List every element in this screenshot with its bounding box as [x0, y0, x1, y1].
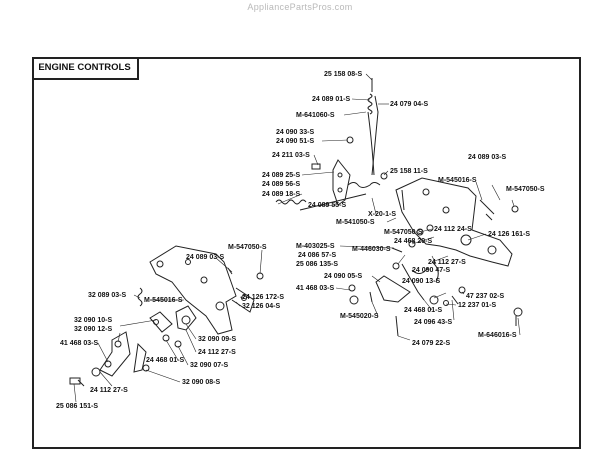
part-label: M-646016-S	[478, 332, 517, 339]
part-label: 24 112 27-S	[90, 387, 128, 394]
part-label: 24 468 20-S	[394, 238, 433, 245]
part-label: 32 126 04-S	[242, 303, 281, 310]
part-label: M-547050-S	[228, 244, 267, 251]
part-label: M-547050-S	[506, 186, 545, 193]
throttle-cable-part	[368, 78, 378, 175]
part-label: 25 158 11-S	[390, 168, 428, 175]
watermark: AppliancePartsPros.com	[247, 2, 353, 12]
part-label: 32 090 08-S	[182, 379, 221, 386]
part-label: 24 126 172-S	[242, 294, 285, 301]
right-control-bracket	[396, 178, 518, 266]
part-label: 25 158 08-S	[324, 71, 363, 78]
part-label: 32 090 10-S	[74, 317, 113, 324]
part-label: 47 237 02-S	[466, 293, 505, 300]
part-label: 12 237 01-S	[458, 302, 497, 309]
part-label: 24 089 25-S	[262, 172, 301, 179]
part-label: 24 089 03-S	[468, 154, 507, 161]
part-label: 24 089 03-S	[186, 254, 225, 261]
part-label: 24 089 18-S	[262, 191, 301, 198]
part-label: 32 089 03-S	[88, 292, 127, 299]
part-label: 24 468 01-S	[146, 357, 185, 364]
part-label: M-403025-S	[296, 243, 335, 250]
part-label: M-446030-S	[352, 246, 391, 253]
part-label: 24 126 161-S	[488, 231, 531, 238]
part-label: 41 468 03-S	[296, 285, 335, 292]
part-label: 24 090 33-S	[276, 129, 315, 136]
part-label: 24 090 47-S	[412, 267, 451, 274]
part-label: 24 112 24-S	[434, 226, 472, 233]
part-label: M-545020-S	[340, 313, 379, 320]
part-label: 24 089 01-S	[312, 96, 351, 103]
part-number-labels	[56, 71, 545, 410]
part-label: 32 090 07-S	[190, 362, 229, 369]
part-label: 24 086 57-S	[298, 252, 337, 259]
part-label: M-545016-S	[438, 177, 477, 184]
part-label: 24 090 13-S	[402, 278, 441, 285]
part-label: 24 112 27-S	[428, 259, 466, 266]
part-label: M-541050-S	[336, 219, 375, 226]
part-label: 32 090 12-S	[74, 326, 113, 333]
part-label: 24 211 03-S	[272, 152, 310, 159]
part-label: 24 079 22-S	[412, 340, 451, 347]
part-label: M-641060-S	[296, 112, 335, 119]
part-label: 24 089 55-S	[308, 202, 347, 209]
part-label: 32 090 09-S	[198, 336, 237, 343]
part-label: M-547050-S	[384, 229, 423, 236]
part-label: 24 112 27-S	[198, 349, 236, 356]
part-label: 24 090 05-S	[324, 273, 363, 280]
part-label: 24 090 51-S	[276, 138, 315, 145]
leader-lines	[74, 74, 520, 402]
part-label: 25 086 151-S	[56, 403, 99, 410]
part-label: 24 089 56-S	[262, 181, 301, 188]
part-label: M-545016-S	[144, 297, 183, 304]
part-label: 25 086 135-S	[296, 261, 339, 268]
part-label: X-20-1-S	[368, 211, 397, 218]
part-label: 24 468 01-S	[404, 307, 443, 314]
part-label: 24 096 43-S	[414, 319, 453, 326]
part-label: 41 468 03-S	[60, 340, 99, 347]
diagram-title: ENGINE CONTROLS	[32, 57, 139, 80]
part-label: 24 079 04-S	[390, 101, 429, 108]
